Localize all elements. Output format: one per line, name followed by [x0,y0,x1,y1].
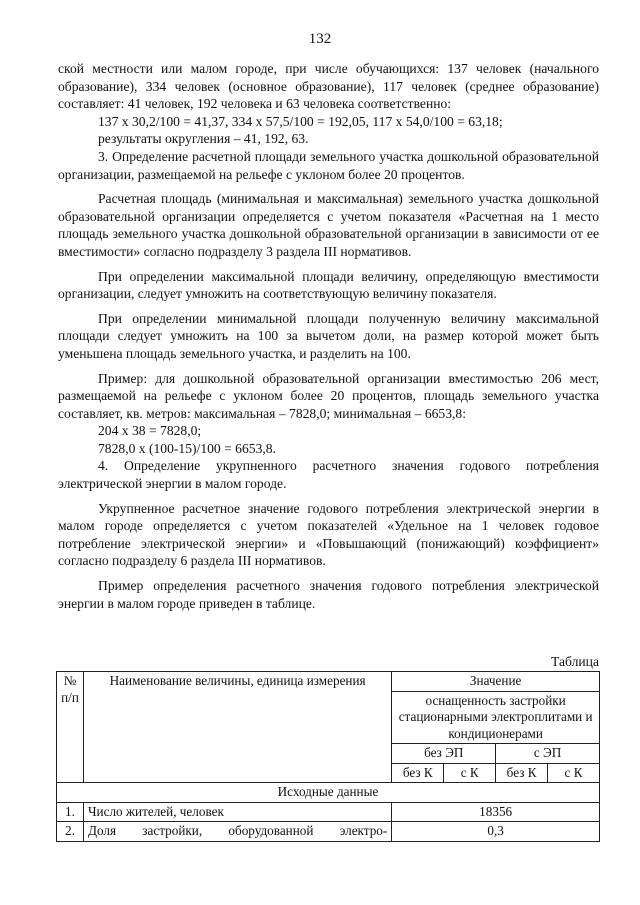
table-caption: Таблица [551,654,599,669]
data-table [56,671,600,842]
formula-line: результаты округления – 41, 192, 63. [98,131,309,147]
paragraph: Расчетная площадь (минимальная и максимальная) земельного участка дошкольной образовательной организации определяется с учетом показателя «Расчетная на 1 место площадь земельного участка дошкольной образовательной организации в зависимости от ее вместимости» согласно подразделу 3 раздела III нормативов. [58,191,599,259]
paragraph: Пример: для дошкольной образовательной организации вместимостью 206 мест, размещаемой на рельефе с уклоном более 20 процентов, площадь земельного участка составляет, кв. метров: максимальная – 7828,0; минимальная – 6653,8: [58,370,599,421]
header-group: оснащенность застройки стационарными электроплитами и кондиционерами [392,691,600,744]
row-value: 0,3 [392,822,600,842]
formula-line: 7828,0 x (100-15)/100 = 6653,8. [98,440,276,456]
page-number: 132 [308,31,332,47]
table-section-row [57,783,600,803]
paragraph: 3. Определение расчетной площади земельного участка дошкольной образовательной организации, размещаемой на рельефе с уклоном более 20 процентов. [58,148,599,182]
row-name: Число жителей, человек [83,802,391,822]
row-num: 1. [57,802,84,822]
row-name: Доля застройки, оборудованной электро- [83,822,391,842]
table-header-row [57,672,600,692]
row-value: 18356 [392,802,600,822]
paragraph: 4. Определение укрупненного расчетного значения годового потребления электрической энергии в малом городе. [58,458,599,492]
table-row [57,802,600,822]
header-k-no: без К [496,763,548,783]
paragraph: При определении максимальной площади величину, определяющую вместимости организации, следует умножить на соответствующую величину показателя. [58,268,599,302]
paragraph: При определении минимальной площади полученную величину максимальной площади следует умножить на 100 за вычетом доли, на размер которой может быть уменьшена площадь земельного участка, и разделить на 100. [58,310,599,361]
section-title: Исходные данные [57,783,600,803]
formula-line: 204 x 38 = 7828,0; [98,423,202,439]
header-with-ep: с ЭП [496,744,600,764]
paragraph: Пример определения расчетного значения годового потребления электрической энергии в малом городе приведен в таблице. [58,578,599,611]
formula-line: 137 x 30,2/100 = 41,37, 334 x 57,5/100 = 192,05, 117 x 54,0/100 = 63,18; [98,113,503,129]
header-k-with: с К [444,763,496,783]
header-value: Значение [392,672,600,692]
header-name: Наименование величины, единица измерения [83,672,391,783]
header-no-ep: без ЭП [392,744,496,764]
row-num: 2. [57,822,84,842]
header-k-no: без К [392,763,444,783]
table-row [57,822,600,842]
paragraph: ской местности или малом городе, при числе обучающихся: 137 человек (начального образование), 334 человек (основное образование), 117 человек (среднее образование) составляет: 41 человек, 192 человека и 63 человека соответственно: [58,61,599,112]
header-num: № п/п [57,672,84,783]
header-k-with: с К [548,763,600,783]
paragraph: Укрупненное расчетное значение годового потребления электрической энергии в малом городе определяется с учетом показателей «Удельное на 1 человек годовое потребление электрической энергии» и «Повышающий (понижающий) коэффициент» согласно подразделу 6 раздела III нормативов. [58,500,599,569]
body-text [58,60,599,612]
